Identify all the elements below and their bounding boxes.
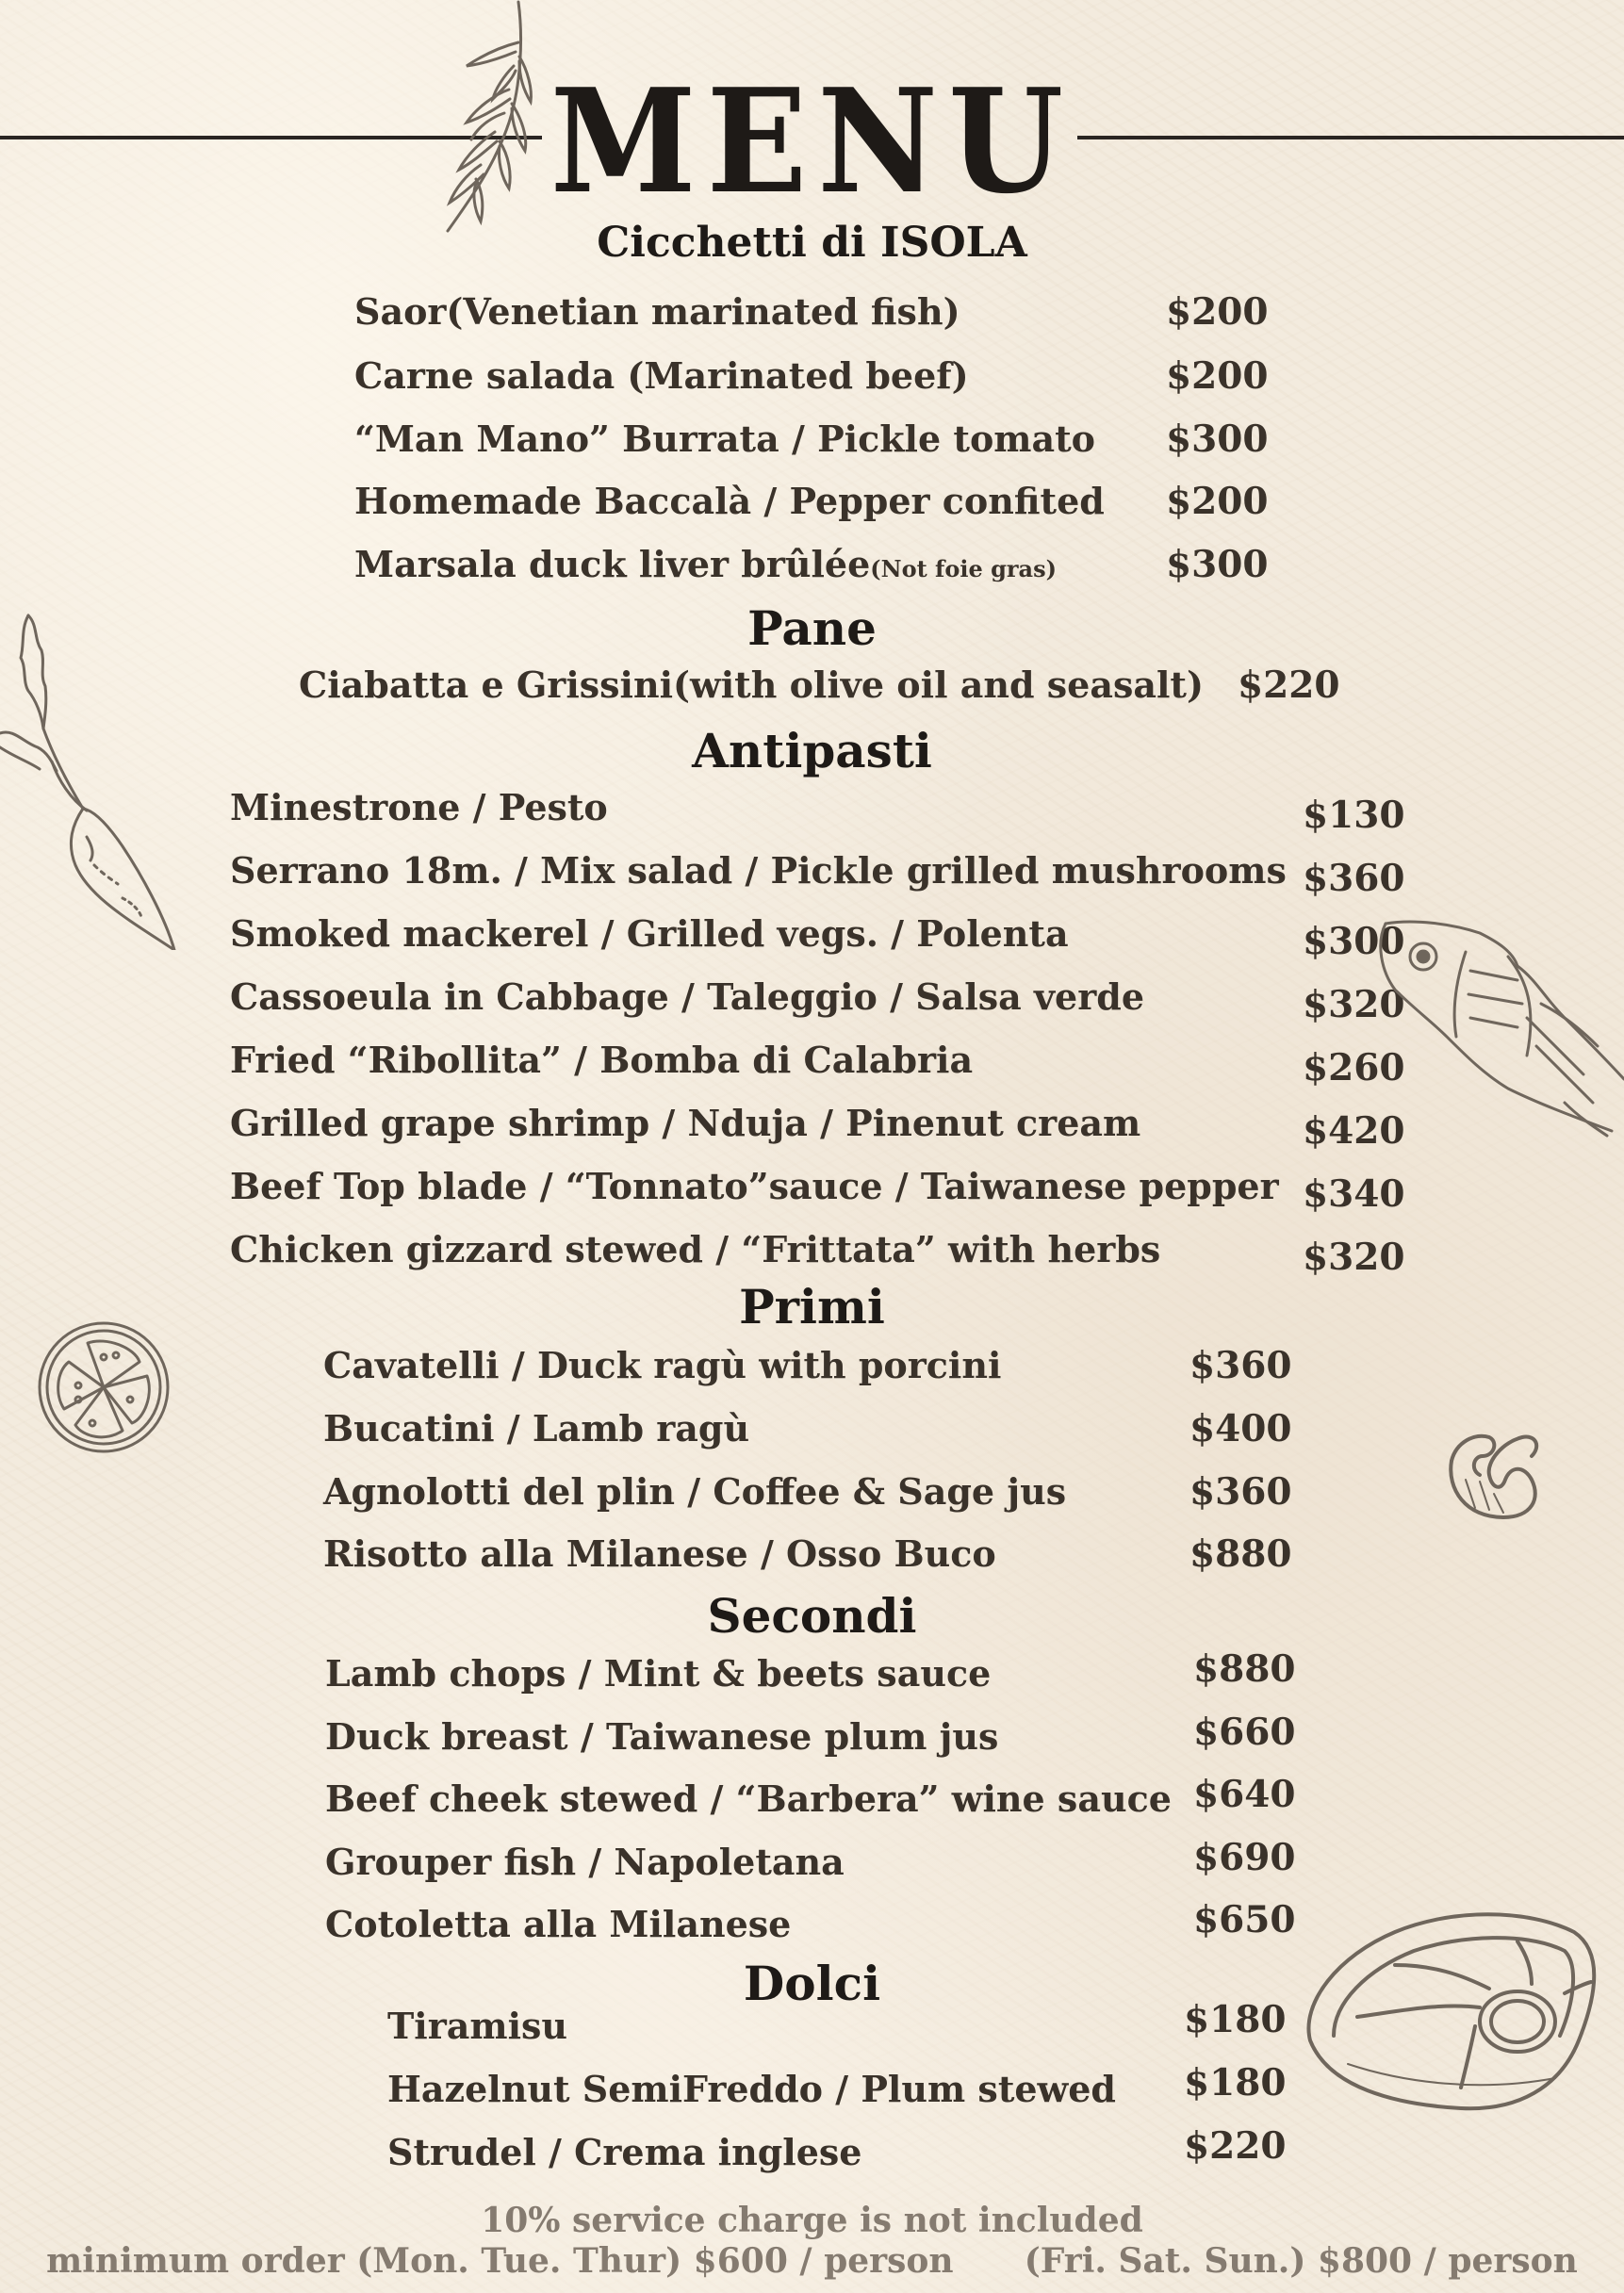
menu-item-price: $360 (1189, 1344, 1292, 1387)
menu-item-name: Strudel / Crema inglese (387, 2131, 862, 2173)
mushroom-icon (1437, 1423, 1550, 1527)
menu-item-name: Duck breast / Taiwanese plum jus (325, 1715, 999, 1758)
menu-item-price: $360 (1303, 857, 1405, 900)
menu-item-price: $340 (1303, 1172, 1405, 1216)
menu-item-name: Minestrone / Pesto (230, 786, 608, 828)
menu-item-name-row (354, 543, 1057, 585)
section-title-secondi: Secondi (707, 1588, 917, 1644)
menu-item-price: $300 (1166, 418, 1269, 461)
menu-item-price: $880 (1189, 1532, 1292, 1576)
menu-item-price: $400 (1189, 1407, 1292, 1450)
menu-item-price: $660 (1193, 1711, 1296, 1754)
menu-item-name: Smoked mackerel / Grilled vegs. / Polenta (230, 912, 1069, 955)
menu-item-price: $300 (1303, 920, 1405, 963)
menu-item-price: $420 (1303, 1109, 1405, 1153)
menu-item-name: Cavatelli / Duck ragù with porcini (323, 1344, 1002, 1386)
menu-item-name: Risotto alla Milanese / Osso Buco (323, 1532, 996, 1575)
menu-item-name: Marsala duck liver brûlée (354, 543, 871, 585)
menu-item-name: Tiramisu (387, 2005, 568, 2047)
menu-item-name: Carne salada (Marinated beef) (354, 354, 969, 397)
menu-item-price: $180 (1184, 2061, 1287, 2105)
menu-item-name: Beef cheek stewed / “Barbera” wine sauce (325, 1777, 1172, 1820)
menu-item-price: $180 (1184, 1998, 1287, 2041)
section-title-dolci: Dolci (743, 1956, 881, 2011)
menu-item-price: $640 (1193, 1773, 1296, 1816)
section-title-pane: Pane (747, 600, 877, 656)
menu-item-name: Homemade Baccalà / Pepper confited (354, 480, 1105, 522)
menu-item-name: “Man Mano” Burrata / Pickle tomato (354, 418, 1096, 460)
menu-item-name: Cassoeula in Cabbage / Taleggio / Salsa verde (230, 975, 1145, 1018)
menu-item-name: Beef Top blade / “Tonnato”sauce / Taiwanese pepper (230, 1165, 1279, 1207)
menu-item-name: Chicken gizzard stewed / “Frittata” with herbs (230, 1228, 1161, 1270)
menu-item-price: $220 (1184, 2124, 1287, 2168)
lemon-slice-icon (36, 1319, 172, 1456)
menu-item-price: $200 (1166, 290, 1269, 334)
menu-item-name: Ciabatta e Grissini(with olive oil and seasalt) (299, 663, 1204, 706)
menu-item-price: $300 (1166, 543, 1269, 586)
menu-item-name: Saor(Venetian marinated fish) (354, 290, 960, 333)
menu-item-price: $200 (1166, 480, 1269, 523)
menu-item-name: Grilled grape shrimp / Nduja / Pinenut cream (230, 1102, 1141, 1144)
menu-item-note: (Not foie gras) (870, 555, 1057, 582)
menu-item-name: Fried “Ribollita” / Bomba di Calabria (230, 1039, 974, 1081)
carrot-icon (0, 611, 189, 950)
steak-icon (1291, 1899, 1602, 2116)
menu-item-price: $320 (1303, 983, 1405, 1026)
menu-item-name: Hazelnut SemiFreddo / Plum stewed (387, 2068, 1117, 2110)
menu-item-name: Grouper fish / Napoletana (325, 1841, 845, 1883)
menu-item-name: Agnolotti del plin / Coffee & Sage jus (323, 1470, 1067, 1513)
menu-item-price: $690 (1193, 1836, 1296, 1879)
menu-item-price: $360 (1189, 1470, 1292, 1514)
menu-item-price: $200 (1166, 354, 1269, 398)
section-title-primi: Primi (739, 1279, 885, 1335)
menu-item-price: $320 (1303, 1236, 1405, 1279)
menu-item-price: $880 (1193, 1647, 1296, 1691)
menu-item-price: $260 (1303, 1046, 1405, 1089)
section-title-cicchetti: Cicchetti di ISOLA (597, 219, 1027, 267)
service-charge-note: 10% service charge is not included (481, 2201, 1143, 2240)
menu-item-price: $130 (1303, 794, 1405, 837)
menu-item-name: Bucatini / Lamb ragù (323, 1407, 750, 1450)
menu-item-name: Serrano 18m. / Mix salad / Pickle grilled mushrooms (230, 849, 1287, 892)
menu-item-price: $650 (1193, 1898, 1296, 1941)
minimum-order-note: minimum order (Mon. Tue. Thur) $600 / person (Fri. Sat. Sun.) $800 / person (46, 2241, 1578, 2281)
menu-item-price: $220 (1238, 663, 1340, 707)
fish-icon (1376, 914, 1624, 1140)
page-title: MENU (550, 57, 1074, 225)
menu-item-name: Lamb chops / Mint & beets sauce (325, 1652, 992, 1695)
menu-item-name: Cotoletta alla Milanese (325, 1903, 792, 1945)
section-title-antipasti: Antipasti (692, 723, 932, 778)
